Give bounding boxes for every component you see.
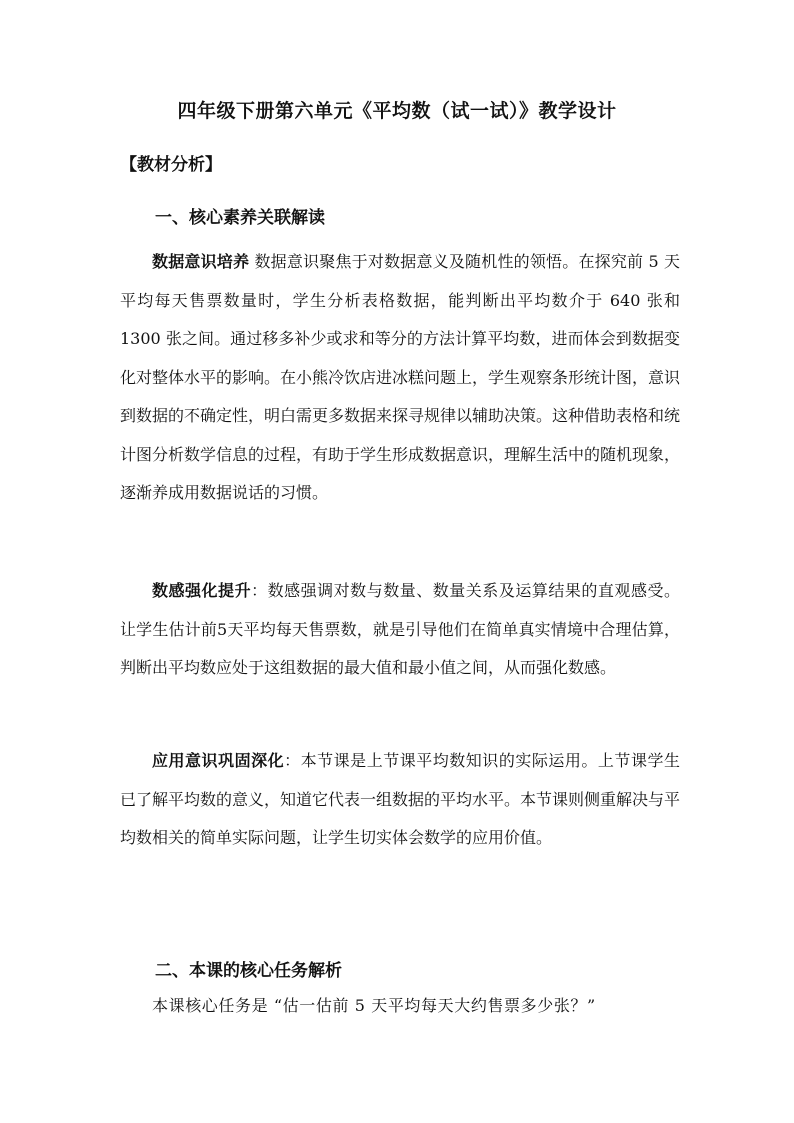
- paragraph-lead: 数感强化提升: [152, 581, 252, 600]
- subheading-core-task: 二、本课的核心任务解析: [155, 961, 342, 981]
- paragraph-data-awareness: [120, 243, 680, 513]
- paragraph-application-awareness: [120, 742, 680, 858]
- section-heading-textbook-analysis: 【教材分析】: [120, 155, 222, 175]
- core-task-statement: 本课核心任务是 “估一估前 5 天平均每天大约售票多少张？”: [152, 996, 596, 1015]
- document-title: 四年级下册第六单元《平均数（试一试）》教学设计: [177, 100, 617, 122]
- paragraph-number-sense: [120, 572, 680, 688]
- paragraph-text: 数据意识聚焦于对数据意义及随机性的领悟。在探究前 5 天平均每天售票数量时，学生分析表格数据，能判断出平均数介于 640 张和 1300 张之间。通过移多补少或求和等分的方法计算平均数，进而体会到数据变化对整体水平的影响。在小熊冷饮店进冰糕问题上，学生观察条形统计图，意识到数据的不确定性，明白需更多数据来探寻规律以辅助决策。这种借助表格和统计图分析数学信息的过程，有助于学生形成数据意识，理解生活中的随机现象，逐渐养成用数据说话的习惯。: [120, 252, 681, 502]
- subheading-core-literacy: 一、核心素养关联解读: [155, 208, 325, 228]
- paragraph-text: ：数感强调对数与数量、数量关系及运算结果的直观感受。让学生估计前5天平均每天售票数，就是引导他们在简单真实情境中合理估算，判断出平均数应处于这组数据的最大值和最小值之间，从而强化数感。: [120, 581, 680, 677]
- paragraph-lead: 应用意识巩固深化: [152, 751, 285, 770]
- paragraph-text: ：本节课是上节课平均数知识的实际运用。上节课学生已了解平均数的意义，知道它代表一组数据的平均水平。本节课则侧重解决与平均数相关的简单实际问题，让学生切实体会数学的应用价值。: [120, 751, 681, 847]
- paragraph-lead: 数据意识培养: [152, 252, 250, 271]
